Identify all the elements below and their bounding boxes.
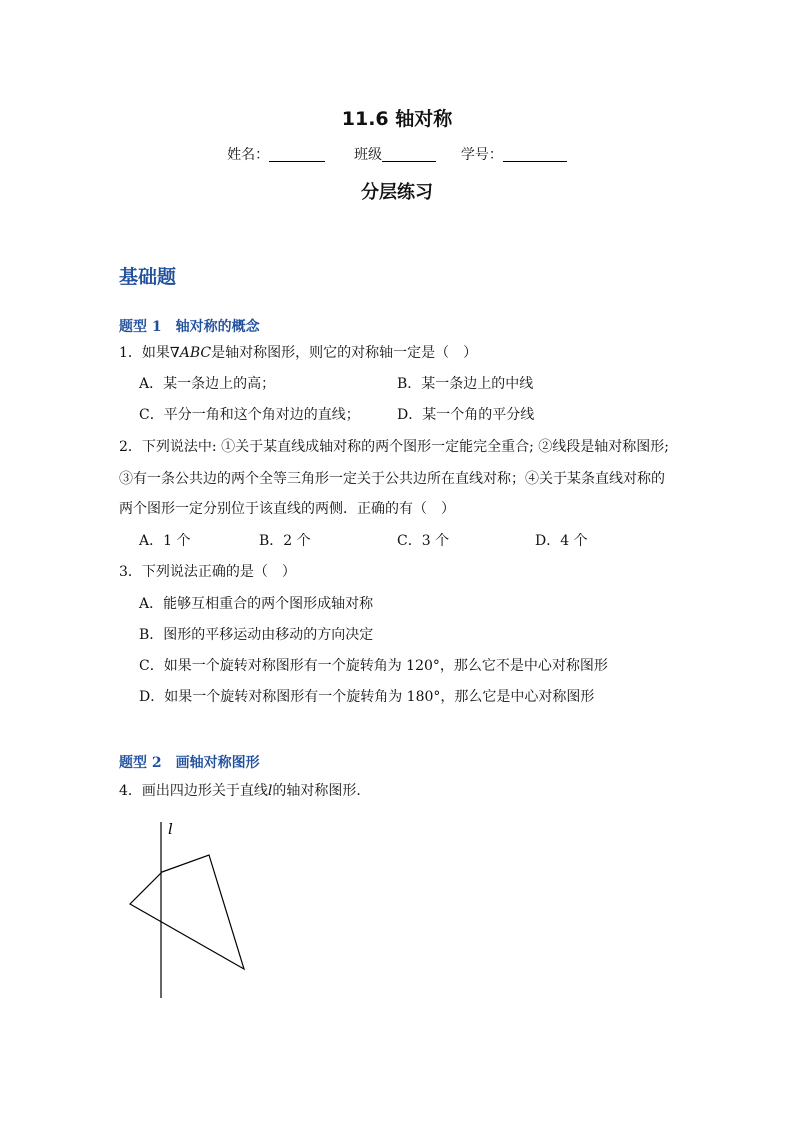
number-blank[interactable]	[503, 147, 567, 162]
q1-option-c[interactable]: C．平分一角和这个角对边的直线；	[139, 407, 360, 423]
question-type-2: 题型 2 画轴对称图形	[119, 755, 260, 771]
question-1-stem	[119, 342, 477, 362]
q1-triangle-symbol: ∇	[169, 345, 180, 361]
q3-option-b[interactable]: B．图形的平移运动由移动的方向决定	[139, 627, 374, 643]
quadrilateral	[130, 855, 244, 969]
question-2-line-3: 两个图形一定分别位于该直线的两侧．正确的有（ ）	[119, 501, 455, 517]
name-label: 姓名：	[227, 147, 270, 163]
q1-abc: ABC	[179, 345, 212, 361]
name-blank[interactable]	[269, 147, 325, 162]
q1-option-b[interactable]: B．某一条边上的中线	[397, 376, 534, 392]
q1-suffix: 是轴对称图形，则它的对称轴一定是（ ）	[211, 345, 478, 361]
question-2-line-2: ③有一条公共边的两个全等三角形一定关于公共边所在直线对称；④关于某条直线对称的	[119, 471, 665, 487]
q4-suffix: 的轴对称图形．	[272, 783, 371, 799]
q2-option-b[interactable]: B．2 个	[259, 533, 311, 549]
q1-option-a[interactable]: A．某一条边上的高；	[139, 376, 276, 392]
q4-prefix: 4．画出四边形关于直线	[119, 783, 268, 799]
class-blank[interactable]	[382, 147, 436, 162]
q2-option-d[interactable]: D．4 个	[535, 533, 588, 549]
axis-label-l: l	[168, 820, 173, 838]
q2-option-a[interactable]: A．1 个	[139, 533, 191, 549]
question-3-stem: 3．下列说法正确的是（ ）	[119, 564, 296, 580]
section-heading: 基础题	[119, 266, 177, 288]
q3-option-c[interactable]: C．如果一个旋转对称图形有一个旋转角为 120°，那么它不是中心对称图形	[139, 658, 608, 674]
student-info-line	[0, 144, 794, 164]
question-2-line-1: 2．下列说法中: ①关于某直线成轴对称的两个图形一定能完全重合; ②线段是轴对称图形;	[119, 439, 669, 455]
page-title: 11.6 轴对称	[341, 108, 453, 130]
q1-prefix: 1．如果	[119, 345, 170, 361]
subtitle: 分层练习	[361, 182, 433, 203]
class-label: 班级	[354, 147, 382, 163]
q3-option-d[interactable]: D．如果一个旋转对称图形有一个旋转角为 180°，那么它是中心对称图形	[139, 689, 595, 705]
quadrilateral-figure	[115, 812, 265, 1004]
q1-option-d[interactable]: D．某一个角的平分线	[397, 407, 535, 423]
question-4-stem	[119, 780, 370, 800]
q2-option-c[interactable]: C．3 个	[397, 533, 450, 549]
q4-line-var: l	[267, 783, 273, 799]
question-type-1: 题型 1 轴对称的概念	[119, 319, 260, 335]
q3-option-a[interactable]: A．能够互相重合的两个图形成轴对称	[139, 596, 374, 612]
number-label: 学号：	[460, 147, 503, 163]
